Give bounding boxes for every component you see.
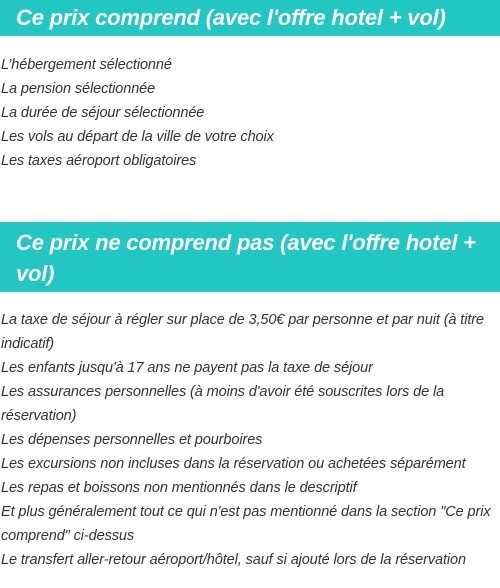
excluded-item: Le transfert aller-retour aéroport/hôtel, sauf si ajouté lors de la réservation [1,552,466,568]
included-item: Les vols au départ de la ville de votre choix [1,129,274,145]
excluded-section [0,222,500,572]
excluded-section-title: Ce prix ne comprend pas (avec l'offre hotel + vol) [0,222,500,292]
included-list [0,53,500,173]
excluded-item: Et plus généralement tout ce qui n'est pas mentionné dans la section "Ce prix comprend" ci-dessus [1,504,491,544]
excluded-item: Les dépenses personnelles et pourboires [1,432,263,448]
included-item: La durée de séjour sélectionnée [1,105,205,121]
excluded-item: Les enfants jusqu'à 17 ans ne payent pas la taxe de séjour [1,360,373,376]
included-item: L’hébergement sélectionné [1,57,172,73]
included-item: Les taxes aéroport obligatoires [1,153,197,169]
excluded-item: La taxe de séjour à régler sur place de 3,50€ par personne et par nuit (à titre indicatif) [1,312,484,352]
excluded-list [0,308,500,572]
excluded-item: Les repas et boissons non mentionnés dans le descriptif [1,480,357,496]
included-section-title: Ce prix comprend (avec l'offre hotel + vol) [0,0,500,36]
excluded-item: Les assurances personnelles (à moins d'avoir été souscrites lors de la réservation) [1,384,445,424]
included-item: La pension sélectionnée [1,81,156,97]
excluded-item: Les excursions non incluses dans la réservation ou achetées séparément [1,456,466,472]
included-section [0,0,500,173]
